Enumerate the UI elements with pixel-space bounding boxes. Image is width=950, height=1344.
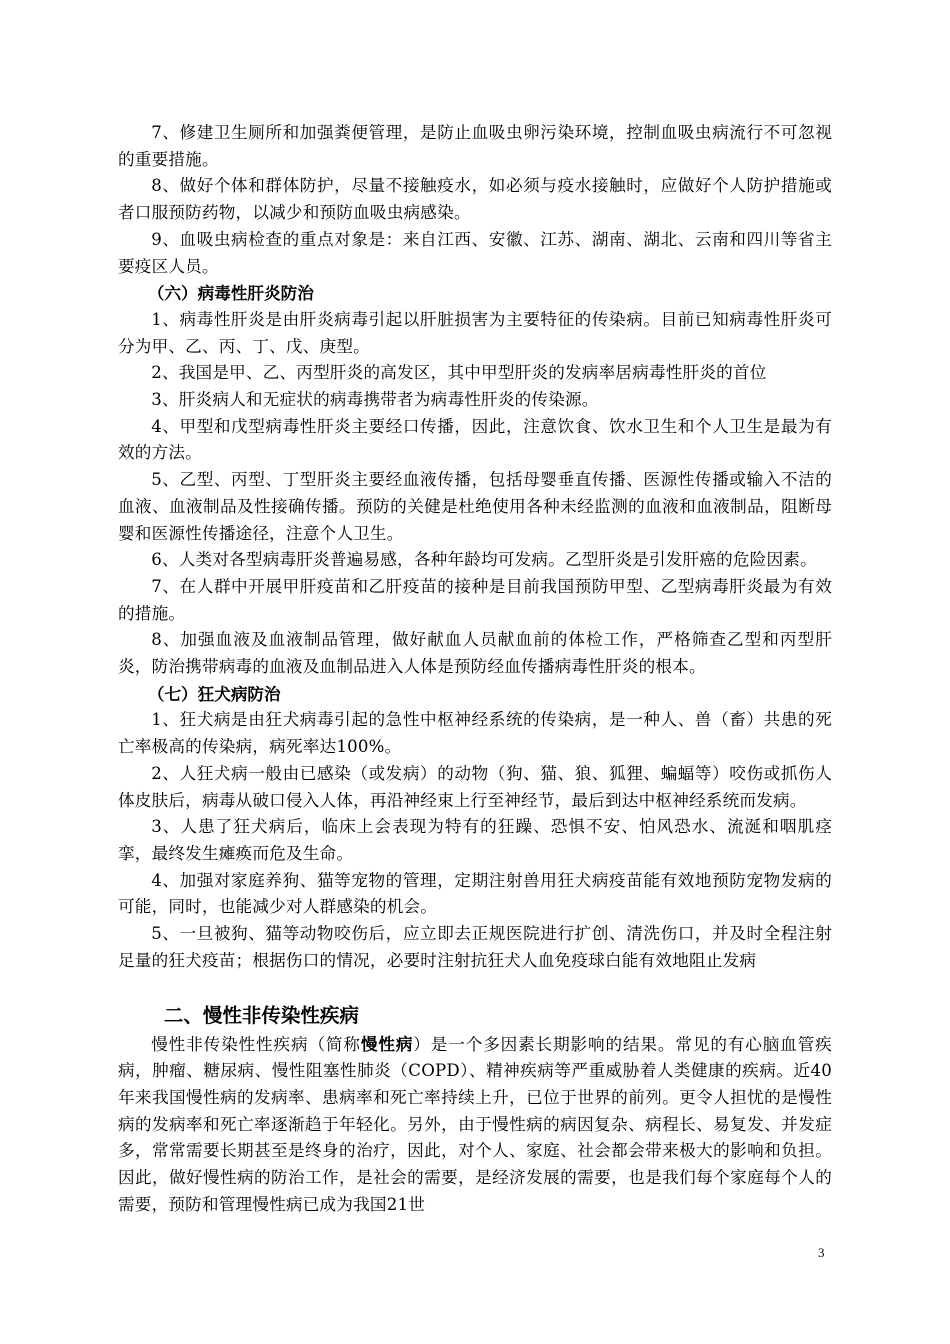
paragraph-hepatitis-5: 5、乙型、丙型、丁型肝炎主要经血液传播，包括母婴垂直传播、医源性传播或输入不洁的血液、血液制品及性接确传播。预防的关健是杜绝使用各种未经监测的血液和血液制品，阻断母婴和医源性传播途径，注意个人卫生。: [118, 470, 832, 543]
intro-bold-term: 慢性病: [360, 1033, 414, 1054]
paragraph-rabies-2: 2、人狂犬病一般由已感染（或发病）的动物（狗、猫、狼、狐狸、蝙蝠等）咬伤或抓伤人体皮肤后，病毒从破口侵入人体，再沿神经束上行至神经节，最后到达中枢神经系统而发病。: [118, 763, 832, 810]
intro-text-start: 慢性非传染性性疾病（简称: [151, 1034, 361, 1054]
paragraph-hepatitis-7: 7、在人群中开展甲肝疫苗和乙肝疫苗的接种是目前我国预防甲型、乙型病毒肝炎最为有效的措施。: [118, 576, 832, 623]
chapter-heading-chronic-disease: 二、慢性非传染性疾病: [163, 1003, 359, 1027]
paragraph-schistosomiasis-9: 9、血吸虫病检查的重点对象是：来自江西、安徽、江苏、湖南、湖北、云南和四川等省主要疫区人员。: [118, 229, 832, 276]
paragraph-hepatitis-2: 2、我国是甲、乙、丙型肝炎的高发区，其中甲型肝炎的发病率居病毒性肝炎的首位: [151, 363, 767, 383]
paragraph-rabies-3: 3、人患了狂犬病后，临床上会表现为特有的狂躁、恐惧不安、怕风恐水、流涎和咽肌痉挛，最终发生瘫痪而危及生命。: [118, 817, 832, 863]
paragraph-chronic-disease-intro: [118, 1031, 832, 1219]
paragraph-rabies-5: 5、一旦被狗、猫等动物咬伤后，应立即去正规医院进行扩创、清洗伤口，并及时全程注射足量的狂犬疫苗；根据伤口的情况，必要时注射抗狂犬人血免疫球白能有效地阻止发病: [118, 924, 832, 970]
paragraph-rabies-4: 4、加强对家庭养狗、猫等宠物的管理，定期注射兽用狂犬病疫苗能有效地预防宠物发病的可能，同时，也能减少对人群感染的机会。: [118, 870, 832, 917]
paragraph-hepatitis-4: 4、甲型和戊型病毒性肝炎主要经口传播，因此，注意饮食、饮水卫生和个人卫生是最为有效的方法。: [118, 416, 832, 463]
paragraph-schistosomiasis-8: 8、做好个体和群体防护，尽量不接触疫水，如必须与疫水接触时，应做好个人防护措施或者口服预防药物，以减少和预防血吸虫病感染。: [118, 176, 832, 223]
paragraph-schistosomiasis-7: 7、修建卫生厕所和加强粪便管理，是防止血吸虫卵污染环境，控制血吸虫病流行不可忽视的重要措施。: [118, 123, 832, 169]
paragraph-hepatitis-8: 8、加强血液及血液制品管理，做好献血人员献血前的体检工作，严格筛查乙型和丙型肝炎，防治携带病毒的血液及血制品进入人体是预防经血传播病毒性肝炎的根本。: [118, 630, 832, 677]
section-heading-rabies: （七）狂犬病防治: [147, 683, 281, 704]
intro-text-rest: ）是一个多因素长期影响的结果。常见的有心脑血管疾病，肿瘤、糖尿病、慢性阻塞性肺炎（COPD）、精神疾病等严重威胁着人类健康的疾病。近40年来我国慢性病的发病率、患病率和死亡率持续上升，已位于世界的前列。更令人担忧的是慢性病的发病率和死亡率逐渐趋于年轻化。另外，由于慢性病的病因复杂、病程长、易复发、并发症多，常常需要长期甚至是终身的治疗，因此，对个人、家庭、社会都会带来极大的影响和负担。因此，做好慢性病的防治工作，是社会的需要，是经济发展的需要，也是我们每个家庭每个人的需要，预防和管理慢性病已成为我国21世: [118, 1034, 832, 1214]
paragraph-hepatitis-1: 1、病毒性肝炎是由肝炎病毒引起以肝脏损害为主要特征的传染病。目前已知病毒性肝炎可分为甲、乙、丙、丁、戊、庚型。: [118, 309, 832, 356]
document-page: [118, 120, 832, 1218]
section-heading-hepatitis: （六）病毒性肝炎防治: [147, 283, 314, 304]
paragraph-rabies-1: 1、狂犬病是由狂犬病毒引起的急性中枢神经系统的传染病，是一种人、兽（畜）共患的死亡率极高的传染病，病死率达100%。: [118, 710, 832, 757]
paragraph-hepatitis-6: 6、人类对各型病毒肝炎普遍易感，各种年龄均可发病。乙型肝炎是引发肝癌的危险因素。: [151, 550, 817, 570]
page-number: 3: [818, 1245, 825, 1260]
paragraph-hepatitis-3: 3、肝炎病人和无症状的病毒携带者为病毒性肝炎的传染源。: [151, 390, 599, 410]
